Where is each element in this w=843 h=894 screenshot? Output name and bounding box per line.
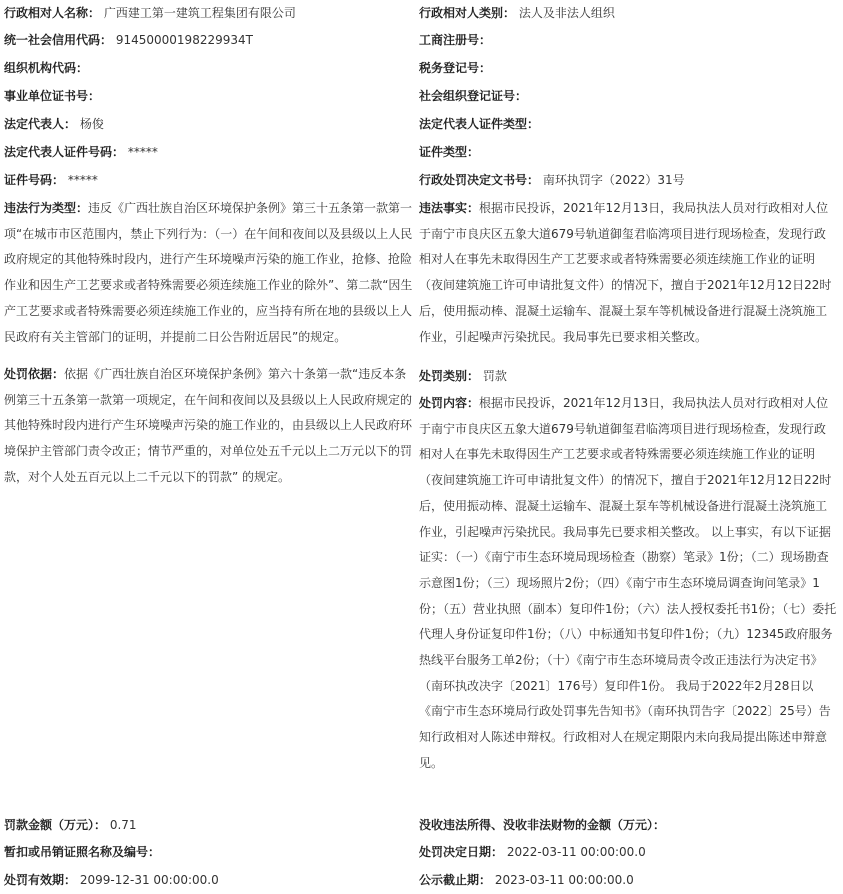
decision-doc-no-value: 南环执罚字（2022）31号 bbox=[542, 173, 685, 187]
cert-no-value: ***** bbox=[67, 173, 98, 187]
legal-rep-cert-no-label: 法定代表人证件号码： bbox=[4, 145, 125, 159]
credit-code-value: 91450000198229934T bbox=[115, 33, 253, 47]
decision-date-value: 2022-03-11 00:00:00.0 bbox=[506, 845, 646, 859]
violation-type-label: 违法行为类型： bbox=[4, 201, 89, 215]
party-name-label: 行政相对人名称： bbox=[4, 6, 101, 20]
penalty-category-label: 处罚类别： bbox=[419, 369, 480, 383]
penalty-content-field bbox=[419, 391, 837, 777]
credit-code-label: 统一社会信用代码： bbox=[4, 33, 113, 47]
legal-rep-field bbox=[4, 110, 414, 138]
revoked-license-field bbox=[4, 838, 414, 866]
confiscation-amount-field bbox=[419, 811, 837, 839]
validity-period-label: 处罚有效期： bbox=[4, 873, 77, 887]
publicity-deadline-label: 公示截止期： bbox=[419, 873, 492, 887]
legal-rep-cert-type-label: 法定代表人证件类型： bbox=[419, 117, 540, 131]
violation-facts-label: 违法事实： bbox=[419, 201, 480, 215]
tax-reg-label: 税务登记号： bbox=[419, 61, 492, 75]
publicity-deadline-field bbox=[419, 866, 837, 894]
violation-type-value: 违反《广西壮族自治区环境保护条例》第三十五条第一款第一项“在城市市区范围内，禁止下列行为：（一）在午间和夜间以及县级以上人民政府规定的其他特殊时段内，进行产生环境噪声污染的施工作业，抢修、抢险作业和因生产工艺要求或者特殊需要必须连续施工作业的除外”、第二款“因生产工艺要求或者特殊需要必须连续施工作业的，应当持有所在地的县级以上人民政府有关主管部门的证明，并提前二日公告附近居民”的规定。 bbox=[4, 201, 413, 344]
party-name-field bbox=[4, 0, 414, 27]
credit-code-field bbox=[4, 26, 414, 54]
cert-type-label: 证件类型： bbox=[419, 145, 480, 159]
fine-amount-label: 罚款金额（万元）： bbox=[4, 818, 107, 832]
decision-doc-no-field bbox=[419, 166, 837, 194]
tax-reg-field bbox=[419, 54, 837, 82]
legal-rep-cert-type-field bbox=[419, 110, 837, 138]
publicity-deadline-value: 2023-03-11 00:00:00.0 bbox=[494, 873, 634, 887]
party-type-value: 法人及非法人组织 bbox=[518, 6, 615, 20]
legal-rep-label: 法定代表人： bbox=[4, 117, 77, 131]
org-code-label: 组织机构代码： bbox=[4, 61, 89, 75]
party-type-label: 行政相对人类别： bbox=[419, 6, 516, 20]
cert-type-field bbox=[419, 138, 837, 166]
party-name-value: 广西建工第一建筑工程集团有限公司 bbox=[103, 6, 296, 20]
penalty-basis-value: 依据《广西壮族自治区环境保护条例》第六十条第一款“违反本条例第三十五条第一款第一项规定，在午间和夜间以及县级以上人民政府规定的其他特殊时段内进行产生环境噪声污染的施工作业的，由县级以上人民政府环境保护主管部门责令改正；情节严重的，对单位处五千元以上二万元以下的罚款，对个人处五百元以上二千元以下的罚款” 的规定。 bbox=[4, 367, 413, 484]
penalty-category-field bbox=[419, 362, 837, 390]
business-reg-field bbox=[419, 26, 837, 54]
violation-facts-field bbox=[419, 196, 837, 350]
decision-doc-no-label: 行政处罚决定文书号： bbox=[419, 173, 540, 187]
business-reg-label: 工商注册号： bbox=[419, 33, 492, 47]
legal-rep-cert-no-value: ***** bbox=[127, 145, 158, 159]
revoked-license-label: 暂扣或吊销证照名称及编号： bbox=[4, 845, 161, 859]
confiscation-amount-label: 没收违法所得、没收非法财物的金额（万元）： bbox=[419, 818, 666, 832]
legal-rep-value: 杨俊 bbox=[79, 117, 104, 131]
decision-date-field bbox=[419, 838, 837, 866]
validity-period-field bbox=[4, 866, 414, 894]
penalty-content-value: 根据市民投诉，2021年12月13日，我局执法人员对行政相对人位于南宁市良庆区五象大道679号轨道御玺君临湾项目进行现场检查，发现行政相对人在事先未取得因生产工艺要求或者特殊需要必须连续施工作业的证明（夜间建筑施工许可申请批复文件）的情况下，擅自于2021年12月12日22时后，使用振动棒、混凝土运输车、混凝土泵车等机械设备进行混凝土浇筑施工作业，引起噪声污染扰民。我局事先已要求相关整改。 以上事实，有以下证据证实：（一）《南宁市生态环境局现场检查（勘察）笔录》1份；（二）现场勘查示意图1份；（三）现场照片2份；（四）《南宁市生态环境局调查询问笔录》1份；（五）营业执照（副本）复印件1份；（六）法人授权委托书1份；（七）委托代理人身份证复印件1份；（八）中标通知书复印件1份；（九）12345政府服务热线平台服务工单2份；（十）《南宁市生态环境局责令改正违法行为决定书》（南环执改决字〔2021〕176号）复印件1份。 我局于2022年2月28日以《南宁市生态环境局行政处罚事先告知书》（南环执罚告字〔2022〕25号）告知行政相对人陈述申辩权。行政相对人在规定期限内未向我局提出陈述申辩意见。 bbox=[419, 396, 837, 770]
decision-date-label: 处罚决定日期： bbox=[419, 845, 504, 859]
party-type-field bbox=[419, 0, 837, 27]
penalty-basis-field bbox=[4, 362, 414, 491]
org-code-field bbox=[4, 54, 414, 82]
cert-no-label: 证件号码： bbox=[4, 173, 65, 187]
violation-type-field bbox=[4, 196, 414, 350]
cert-no-field bbox=[4, 166, 414, 194]
legal-rep-cert-no-field bbox=[4, 138, 414, 166]
fine-amount-field bbox=[4, 811, 414, 839]
fine-amount-value: 0.71 bbox=[109, 818, 137, 832]
social-org-reg-field bbox=[419, 82, 837, 110]
public-inst-cert-label: 事业单位证书号： bbox=[4, 89, 101, 103]
violation-facts-value: 根据市民投诉，2021年12月13日，我局执法人员对行政相对人位于南宁市良庆区五象大道679号轨道御玺君临湾项目进行现场检查，发现行政相对人在事先未取得因生产工艺要求或者特殊需要必须连续施工作业的证明（夜间建筑施工许可申请批复文件）的情况下，擅自于2021年12月12日22时后，使用振动棒、混凝土运输车、混凝土泵车等机械设备进行混凝土浇筑施工作业，引起噪声污染扰民。我局事先已要求相关整改。 bbox=[419, 201, 832, 344]
penalty-content-label: 处罚内容： bbox=[419, 396, 480, 410]
validity-period-value: 2099-12-31 00:00:00.0 bbox=[79, 873, 219, 887]
penalty-basis-label: 处罚依据： bbox=[4, 367, 65, 381]
social-org-reg-label: 社会组织登记证号： bbox=[419, 89, 528, 103]
penalty-category-value: 罚款 bbox=[482, 369, 507, 383]
public-inst-cert-field bbox=[4, 82, 414, 110]
